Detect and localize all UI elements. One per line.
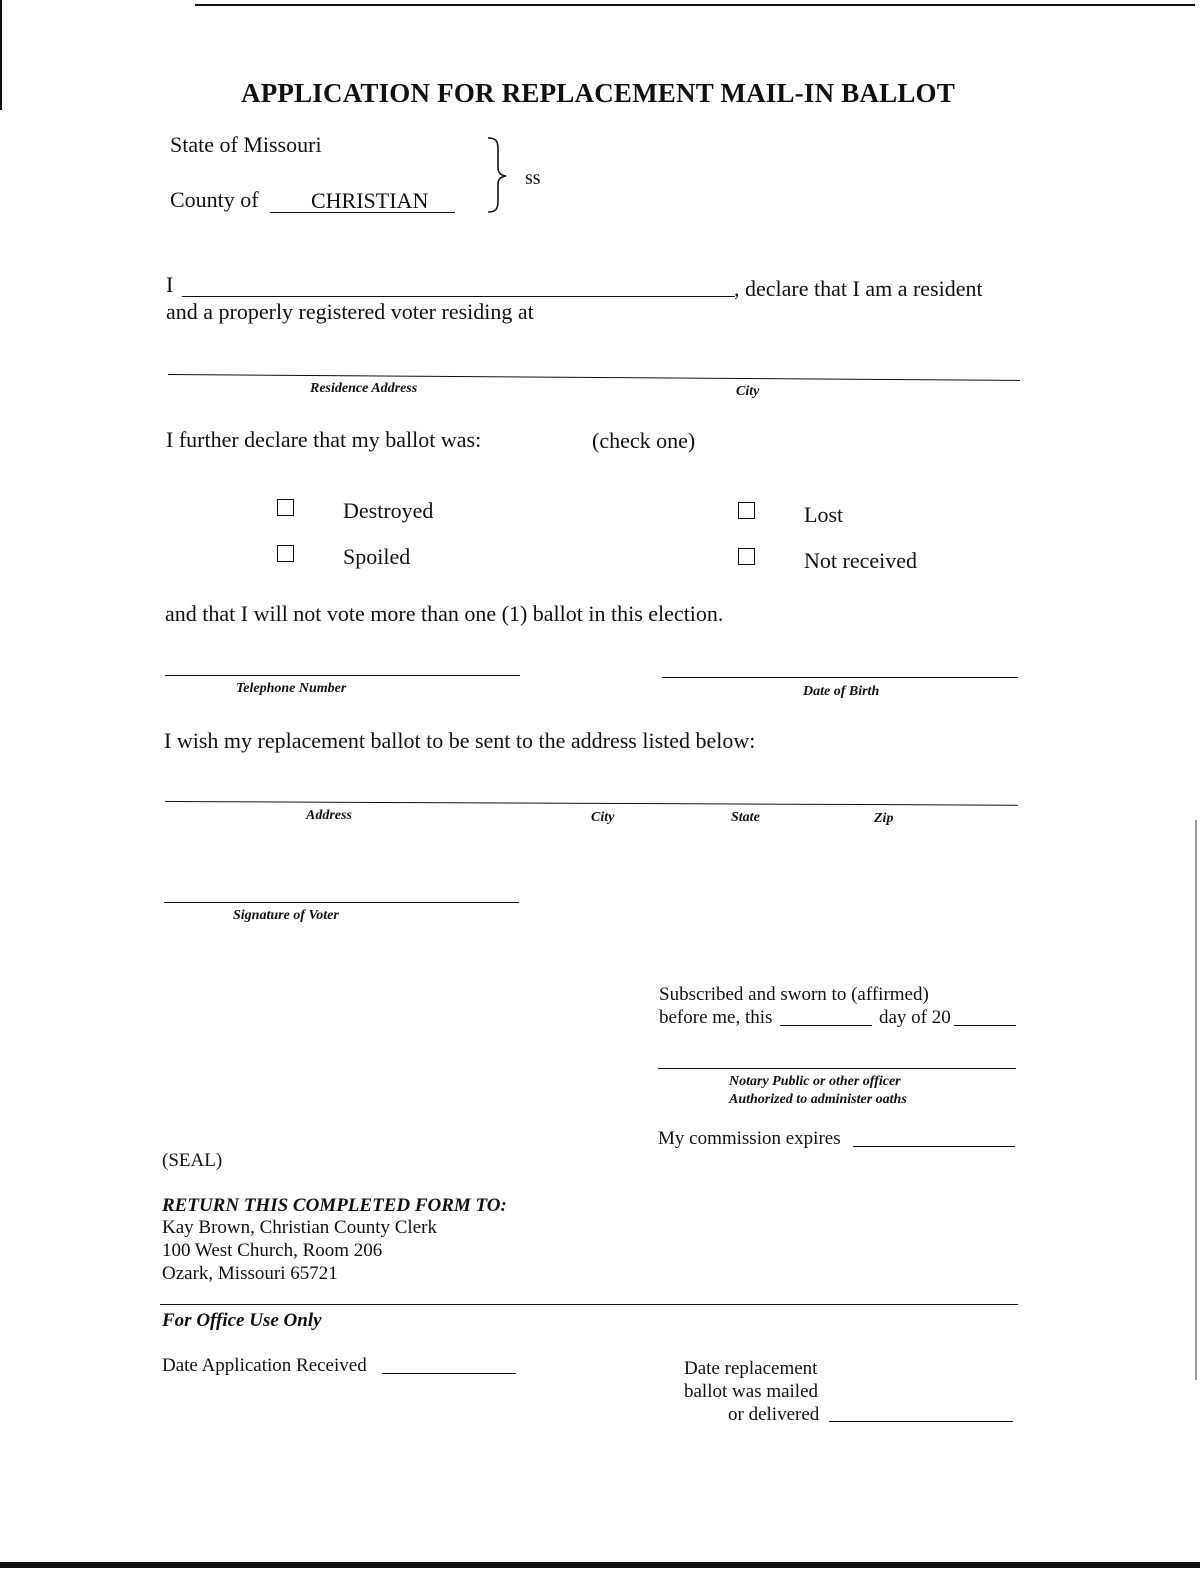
notary-officer-line2: Authorized to administer oaths xyxy=(729,1092,907,1107)
mailing-address-label: Address xyxy=(306,808,352,823)
return-line1: Kay Brown, Christian County Clerk xyxy=(162,1217,437,1238)
notary-day-line[interactable] xyxy=(780,1025,872,1026)
lost-checkbox[interactable] xyxy=(738,502,755,519)
office-use-divider xyxy=(160,1304,1018,1305)
return-line2: 100 West Church, Room 206 xyxy=(162,1240,383,1261)
state-label: State of Missouri xyxy=(170,132,322,157)
telephone-line[interactable] xyxy=(165,675,520,676)
office-use-heading: For Office Use Only xyxy=(162,1310,322,1331)
declaration-i: I xyxy=(166,272,174,297)
signature-label: Signature of Voter xyxy=(233,908,339,923)
voter-name-line[interactable] xyxy=(182,296,735,297)
signature-line[interactable] xyxy=(164,902,519,903)
destroyed-checkbox[interactable] xyxy=(277,499,294,516)
dob-line[interactable] xyxy=(662,677,1018,678)
return-heading: RETURN THIS COMPLETED FORM TO: xyxy=(162,1195,507,1216)
form-title: APPLICATION FOR REPLACEMENT MAIL-IN BALLOT xyxy=(241,78,955,108)
mailing-city-label: City xyxy=(591,810,615,825)
mailed-line1: Date replacement xyxy=(684,1358,818,1379)
spoiled-label: Spoiled xyxy=(343,544,411,569)
scan-bottom-bar xyxy=(0,1562,1200,1568)
notary-line2-a: before me, this xyxy=(659,1007,773,1028)
notary-officer-line1: Notary Public or other officer xyxy=(729,1074,901,1089)
lost-label: Lost xyxy=(804,502,844,527)
scan-right-edge-mark xyxy=(1195,820,1197,1380)
notary-signature-line[interactable] xyxy=(658,1068,1016,1069)
mailed-line3: or delivered xyxy=(728,1404,820,1425)
declaration-line2: and a properly registered voter residing at xyxy=(166,299,534,324)
notary-line1: Subscribed and sworn to (affirmed) xyxy=(659,984,929,1005)
mailing-state-label: State xyxy=(731,810,760,825)
declaration-suffix: , declare that I am a resident xyxy=(734,276,983,301)
return-line3: Ozark, Missouri 65721 xyxy=(162,1263,338,1284)
brace-icon xyxy=(482,135,522,215)
one-ballot-statement: and that I will not vote more than one (1) ballot in this election. xyxy=(165,601,724,626)
telephone-label: Telephone Number xyxy=(236,681,347,696)
spoiled-checkbox[interactable] xyxy=(277,545,294,562)
mailing-zip-label: Zip xyxy=(874,811,894,826)
dob-label: Date of Birth xyxy=(803,684,880,699)
scan-top-line xyxy=(195,4,1195,6)
county-underline xyxy=(270,212,455,213)
commission-line[interactable] xyxy=(853,1146,1015,1147)
ss-label: ss xyxy=(525,167,541,189)
county-label: County of xyxy=(170,187,259,212)
notary-year-line[interactable] xyxy=(954,1025,1016,1026)
seal-label: (SEAL) xyxy=(162,1150,223,1171)
residence-address-line[interactable] xyxy=(168,374,1020,381)
scan-left-edge-mark xyxy=(0,0,2,110)
ballot-status-prompt: I further declare that my ballot was: xyxy=(166,427,482,452)
residence-city-label: City xyxy=(736,384,760,399)
mailing-address-line[interactable] xyxy=(165,801,1018,806)
send-to-statement: I wish my replacement ballot to be sent to the address listed below: xyxy=(164,728,756,753)
not-received-label: Not received xyxy=(804,548,917,573)
commission-label: My commission expires xyxy=(658,1128,841,1149)
date-received-line[interactable] xyxy=(382,1373,516,1374)
residence-address-label: Residence Address xyxy=(310,381,418,396)
date-mailed-line[interactable] xyxy=(829,1421,1013,1422)
check-one-label: (check one) xyxy=(592,428,696,453)
not-received-checkbox[interactable] xyxy=(738,548,755,565)
notary-line2-b: day of 20 xyxy=(879,1007,951,1028)
mailed-line2: ballot was mailed xyxy=(684,1381,819,1402)
county-value: CHRISTIAN xyxy=(311,188,429,213)
destroyed-label: Destroyed xyxy=(343,498,434,523)
date-received-label: Date Application Received xyxy=(162,1355,367,1376)
